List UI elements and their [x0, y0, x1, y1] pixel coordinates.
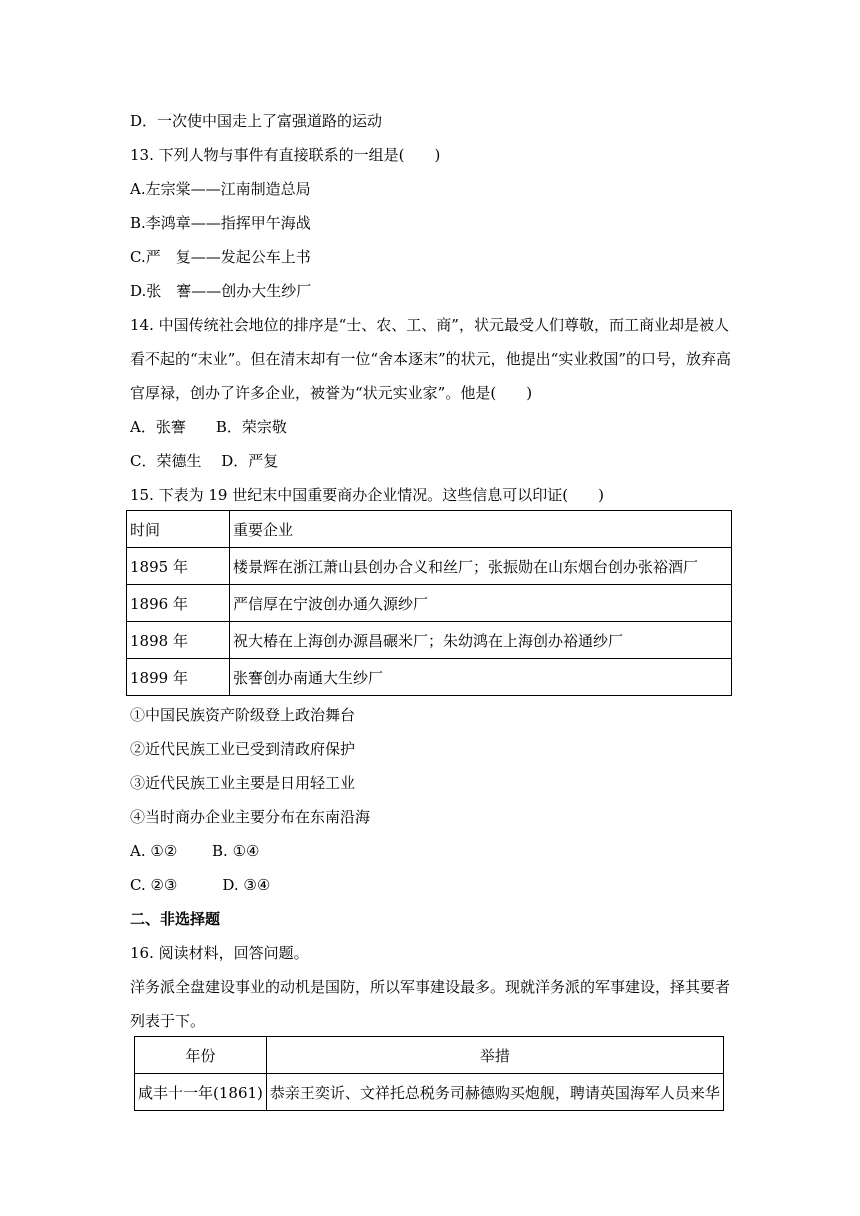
table-cell-year: 1899 年: [127, 659, 230, 696]
section-heading: 二、非选择题: [130, 910, 221, 928]
table-header-row: [135, 1037, 724, 1074]
table-cell-year: 咸丰十一年(1861): [135, 1074, 267, 1111]
q16-material-line1: 洋务派全盘建设事业的动机是国防，所以军事建设最多。现就洋务派的军事建设，择其要者: [130, 978, 731, 996]
q13-option-d: D.张 謇——创办大生纱厂: [130, 282, 312, 300]
q14-stem-line1: 14. 中国传统社会地位的排序是“士、农、工、商”，状元最受人们尊敬，而工商业却是被人: [130, 316, 729, 334]
q15-statement-4: ④当时商办企业主要分布在东南沿海: [130, 808, 371, 826]
table-cell-year: 1895 年: [127, 548, 230, 585]
q14-stem-line2: 看不起的“末业”。但在清末却有一位“舍本逐末”的状元，他提出“实业救国”的口号，放弃高: [130, 350, 732, 368]
q13-option-b: B.李鸿章——指挥甲午海战: [130, 214, 311, 232]
table-cell-enterprise: 祝大椿在上海创办源昌碾米厂；朱幼鸿在上海创办裕通纱厂: [230, 622, 732, 659]
q14-options-ab: A．张謇 B．荣宗敬: [130, 418, 287, 436]
table-row: [127, 622, 732, 659]
table-cell-year: 1898 年: [127, 622, 230, 659]
table-header-cell: 年份: [135, 1037, 267, 1074]
q15-statement-3: ③近代民族工业主要是日用轻工业: [130, 774, 356, 792]
q15-table: [126, 510, 732, 696]
q13-option-a: A.左宗棠——江南制造总局: [130, 180, 311, 198]
q14-options-cd: C．荣德生 D．严复: [130, 452, 279, 470]
table-row: [135, 1074, 724, 1111]
table-row: [127, 659, 732, 696]
q12-option-d: D．一次使中国走上了富强道路的运动: [130, 112, 383, 130]
q15-stem: 15. 下表为 19 世纪末中国重要商办企业情况。这些信息可以印证( ): [130, 486, 604, 504]
table-row: [127, 548, 732, 585]
q15-statement-1: ①中国民族资产阶级登上政治舞台: [130, 706, 356, 724]
q15-statement-2: ②近代民族工业已受到清政府保护: [130, 740, 356, 758]
table-cell-enterprise: 张謇创办南通大生纱厂: [230, 659, 732, 696]
q16-table: [134, 1036, 724, 1111]
table-header-cell: 时间: [127, 511, 230, 548]
table-cell-enterprise: 楼景辉在浙江萧山县创办合义和丝厂；张振勋在山东烟台创办张裕酒厂: [230, 548, 732, 585]
table-cell-measure: 恭亲王奕䜣、文祥托总税务司赫德购买炮舰，聘请英国海军人员来华: [266, 1074, 723, 1111]
q13-option-c: C.严 复——发起公车上书: [130, 248, 311, 266]
table-cell-enterprise: 严信厚在宁波创办通久源纱厂: [230, 585, 732, 622]
q14-stem-line3: 官厚禄，创办了许多企业，被誉为“状元实业家”。他是( ): [130, 384, 533, 402]
table-header-cell: 举措: [266, 1037, 723, 1074]
q15-options-ab: A. ①② B. ①④: [130, 842, 260, 860]
table-header-row: [127, 511, 732, 548]
table-header-cell: 重要企业: [230, 511, 732, 548]
table-row: [127, 585, 732, 622]
q16-stem: 16. 阅读材料，回答问题。: [130, 944, 309, 962]
q15-options-cd: C. ②③ D. ③④: [130, 876, 271, 894]
table-cell-year: 1896 年: [127, 585, 230, 622]
q13-stem: 13. 下列人物与事件有直接联系的一组是( ): [130, 146, 441, 164]
q16-material-line2: 列表于下。: [130, 1012, 206, 1030]
